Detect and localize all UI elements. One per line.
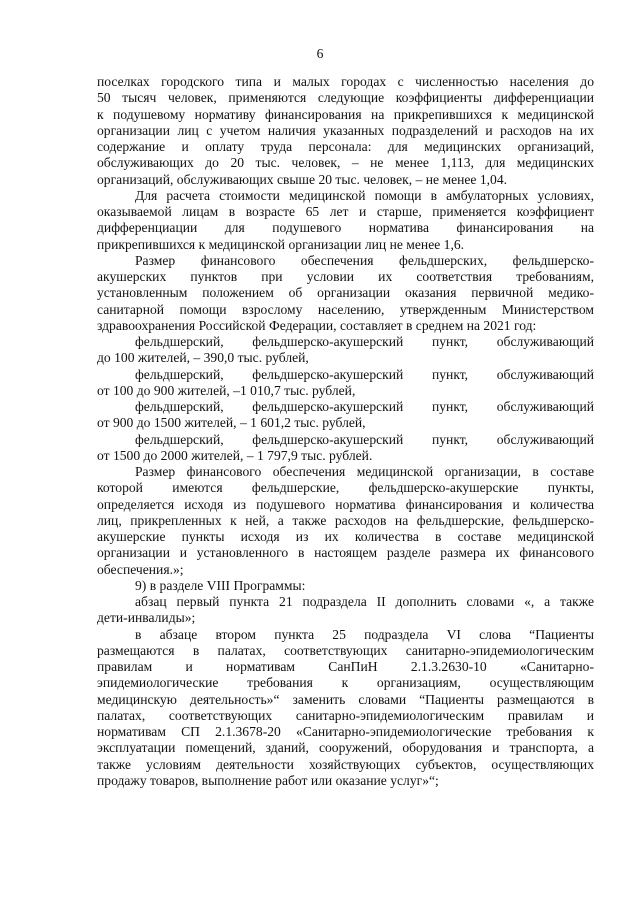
text-line: акушерские пункты исходя из их количества в составе медицинской: [97, 529, 594, 544]
document-body: [97, 74, 594, 789]
text-line: дети-инвалиды»;: [97, 610, 196, 626]
text-line: правилам и нормативам СанПиН 2.1.3.2630-10 «Санитарно-: [97, 659, 594, 674]
text-line: акушерских пунктов при условии их соответствия требованиям,: [97, 269, 594, 284]
text-line: 50 тысяч человек, применяются следующие коэффициенты дифференциации: [97, 90, 594, 106]
text-line: от 1500 до 2000 жителей, – 1 797,9 тыс. рублей.: [97, 447, 373, 463]
text-line: установленным положением об организации оказания первичной медико-: [97, 285, 594, 301]
text-line: фельдшерский, фельдшерско-акушерский пункт, обслуживающий: [135, 334, 594, 349]
text-line: продажу товаров, выполнение работ или оказание услуг»“;: [97, 772, 439, 788]
page-number: 6: [316, 46, 324, 61]
text-line: от 100 до 900 жителей, –1 010,7 тыс. рублей,: [97, 382, 356, 398]
text-line: эпидемиологические требования к организациям, осуществляющим: [97, 675, 594, 691]
text-line: организаций, обслуживающих свыше 20 тыс. человек, – не менее 1,04.: [97, 171, 508, 187]
text-line: медицинскую деятельность»“ заменить словами “Пациенты размещаются в: [97, 691, 594, 707]
text-line: в абзаце втором пункта 25 подраздела VI слова “Пациенты: [135, 626, 594, 642]
text-line: определяется исходя из подушевого норматива финансирования и количества: [97, 496, 594, 512]
text-line: организации и установленного в настоящем разделе размера их финансового: [97, 545, 594, 561]
text-line: прикрепившихся к медицинской организации лиц не менее 1,6.: [97, 236, 465, 252]
text-line: дифференциации для подушевого норматива финансирования на: [97, 220, 594, 236]
text-line: нормативам СП 2.1.3678-20 «Санитарно-эпидемиологические требования к: [97, 724, 594, 739]
text-line: здравоохранения Российской Федерации, составляет в среднем на 2021 год:: [97, 317, 537, 333]
text-line: фельдшерский, фельдшерско-акушерский пункт, обслуживающий: [135, 399, 594, 414]
text-line: санитарной помощи взрослому населению, утвержденным Министерством: [97, 301, 594, 317]
text-line: абзац первый пункта 21 подраздела II дополнить словами «, а также: [135, 594, 594, 609]
text-line: Размер финансового обеспечения медицинской организации, в составе: [135, 464, 594, 479]
text-line: организации лиц с учетом наличия указанных подразделений и расходов на их: [97, 122, 594, 138]
text-line: обеспечения.»;: [97, 561, 184, 577]
text-line: поселках городского типа и малых городах с численностью населения до: [97, 74, 594, 89]
text-line: обслуживающих до 20 тыс. человек, – не менее 1,113, для медицинских: [97, 155, 594, 171]
text-line: Размер финансового обеспечения фельдшерских, фельдшерско-: [135, 252, 594, 268]
text-line: размещаются в палатах, соответствующих санитарно-эпидемиологическим: [97, 642, 594, 658]
text-line: от 900 до 1500 жителей, – 1 601,2 тыс. рублей,: [97, 415, 366, 431]
text-line: которой имеются фельдшерские, фельдшерско-акушерские пункты,: [97, 480, 594, 496]
text-line: к подушевому нормативу финансирования на прикрепившихся к медицинской: [97, 106, 594, 122]
text-line: 9) в разделе VIII Программы:: [135, 577, 306, 593]
text-line: Для расчета стоимости медицинской помощи в амбулаторных условиях,: [135, 187, 594, 203]
text-line: до 100 жителей, – 390,0 тыс. рублей,: [97, 350, 309, 366]
text-line: содержание и оплату труда персонала: для медицинских организаций,: [97, 139, 594, 154]
text-line: оказываемой лицам в возрасте 65 лет и старше, применяется коэффициент: [97, 204, 594, 219]
text-line: фельдшерский, фельдшерско-акушерский пункт, обслуживающий: [135, 366, 594, 382]
text-line: палатах, соответствующих санитарно-эпидемиологическим правилам и: [97, 707, 594, 723]
text-line: лиц, прикрепленных к ней, а также расходов на фельдшерские, фельдшерско-: [97, 512, 594, 528]
text-line: эксплуатации помещений, зданий, сооружений, оборудования и транспорта, а: [97, 740, 594, 756]
text-line: фельдшерский, фельдшерско-акушерский пункт, обслуживающий: [135, 431, 594, 447]
text-line: также условиям деятельности хозяйствующих субъектов, осуществляющих: [97, 756, 594, 772]
